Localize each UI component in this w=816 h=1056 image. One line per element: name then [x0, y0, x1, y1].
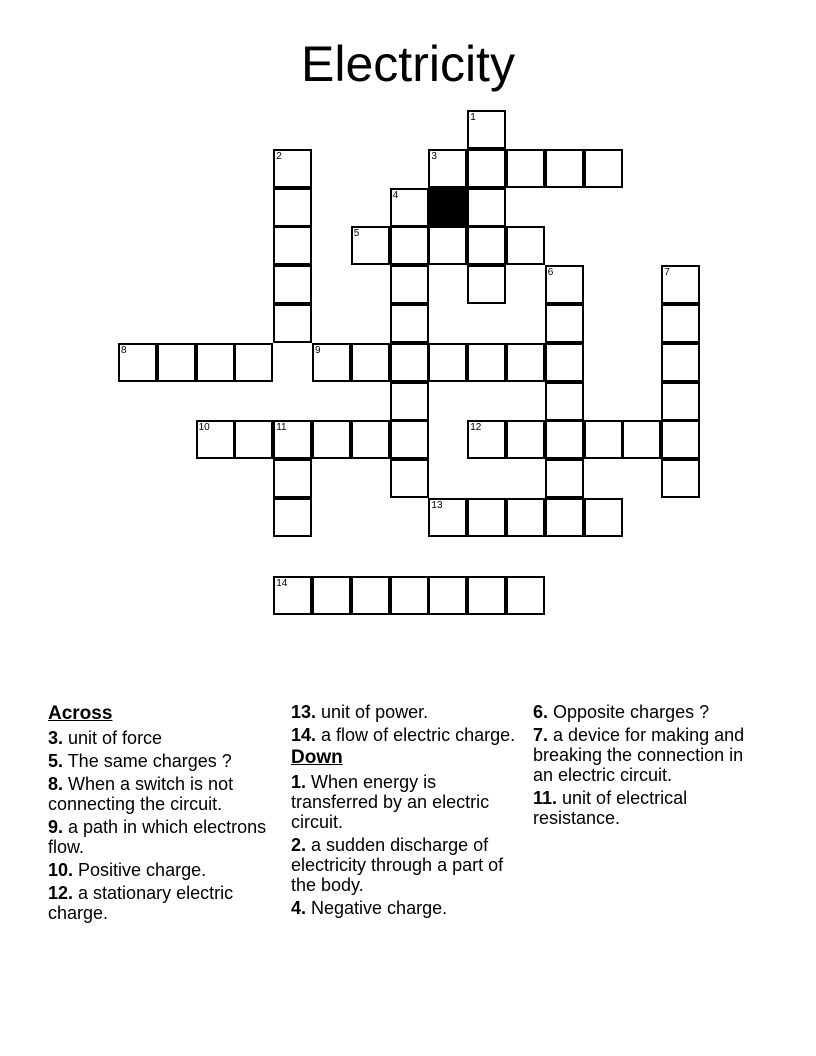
clue-text: a stationary electric charge. [48, 883, 234, 923]
grid-cell[interactable] [390, 459, 429, 498]
clue-item [48, 774, 283, 814]
black-square [428, 188, 467, 227]
clue-number: 6 [547, 267, 554, 279]
grid-cell[interactable] [428, 226, 467, 265]
clue-text: a flow of electric charge. [316, 725, 516, 745]
grid-cell[interactable] [467, 226, 506, 265]
grid-cell[interactable] [351, 576, 390, 615]
grid-cell[interactable] [622, 420, 661, 459]
clue-number: 3 [431, 150, 437, 162]
clue-item [533, 702, 768, 722]
grid-cell[interactable] [545, 459, 584, 498]
clue-number: 10 [198, 422, 210, 434]
clue-item [291, 898, 526, 918]
clue-number: 12 [470, 422, 482, 434]
grid-cell[interactable] [234, 420, 273, 459]
grid-cell[interactable] [273, 265, 312, 304]
clue-num: 1. [291, 772, 307, 792]
grid-cell[interactable] [390, 265, 429, 304]
clue-number: 9 [315, 344, 321, 356]
grid-cell[interactable] [661, 382, 700, 421]
clue-number: 11 [276, 422, 287, 434]
clue-column-3 [533, 702, 768, 831]
clue-text: The same charges ? [63, 751, 232, 771]
clue-text: a path in which electrons flow. [48, 817, 267, 857]
grid-cell[interactable] [196, 343, 235, 382]
clue-number: 1 [470, 112, 476, 123]
clue-num: 13. [291, 702, 317, 722]
grid-cell[interactable] [545, 265, 584, 304]
clue-num: 4. [291, 898, 307, 918]
clue-num: 3. [48, 728, 64, 748]
grid-cell[interactable] [273, 188, 312, 227]
grid-cell[interactable] [390, 188, 429, 227]
grid-cell[interactable] [273, 576, 312, 615]
clue-text: unit of electrical resistance. [533, 788, 688, 828]
grid-cell[interactable] [428, 498, 467, 537]
clue-item [533, 788, 768, 828]
clue-heading-across: Across [48, 703, 113, 724]
clue-num: 5. [48, 751, 64, 771]
clue-text: Negative charge. [306, 898, 448, 918]
grid-cell[interactable] [661, 420, 700, 459]
grid-cell[interactable] [661, 265, 700, 304]
grid-cell[interactable] [584, 420, 623, 459]
clue-text: When a switch is not connecting the circuit. [48, 774, 234, 814]
grid-cell[interactable] [428, 576, 467, 615]
grid-cell[interactable] [273, 304, 312, 343]
grid-cell[interactable] [467, 343, 506, 382]
grid-cell[interactable] [390, 226, 429, 265]
grid-cell[interactable] [661, 343, 700, 382]
clue-num: 11. [533, 788, 558, 808]
clue-item [48, 860, 283, 880]
clue-heading-down: Down [291, 747, 343, 768]
grid-cell[interactable] [467, 149, 506, 188]
page-title: Electricity [301, 36, 515, 92]
grid-cell[interactable] [467, 110, 506, 149]
clue-number: 8 [121, 344, 127, 356]
clue-item [48, 728, 283, 748]
grid-cell[interactable] [584, 498, 623, 537]
grid-cell[interactable] [545, 382, 584, 421]
clue-column-1 [48, 702, 283, 926]
grid-cell[interactable] [467, 420, 506, 459]
clue-num: 6. [533, 702, 549, 722]
clue-text: Positive charge. [73, 860, 207, 880]
clue-text: a sudden discharge of electricity through a part of the body. [291, 835, 504, 895]
clue-item [291, 725, 526, 745]
clue-item [291, 772, 526, 832]
grid-cell[interactable] [351, 420, 390, 459]
clue-number: 13 [431, 500, 443, 511]
grid-cell[interactable] [428, 343, 467, 382]
grid-cell[interactable] [351, 226, 390, 265]
grid-cell[interactable] [661, 459, 700, 498]
grid-cell[interactable] [273, 149, 312, 188]
clue-num: 8. [48, 774, 64, 794]
clue-num: 12. [48, 883, 74, 903]
grid-cell[interactable] [312, 420, 351, 459]
clue-column-2 [291, 702, 526, 921]
grid-cell[interactable] [545, 343, 584, 382]
grid-cell[interactable] [390, 343, 429, 382]
clue-num: 7. [533, 725, 549, 745]
grid-cell[interactable] [390, 304, 429, 343]
grid-cell[interactable] [273, 420, 312, 459]
grid-cell[interactable] [390, 576, 429, 615]
grid-cell[interactable] [428, 149, 467, 188]
clue-item [48, 883, 283, 923]
grid-cell[interactable] [196, 420, 235, 459]
grid-cell[interactable] [467, 265, 506, 304]
clue-text: unit of force [63, 728, 163, 748]
clue-num: 9. [48, 817, 64, 837]
grid-cell[interactable] [234, 343, 273, 382]
clue-number: 7 [664, 267, 670, 279]
clue-number: 5 [353, 228, 360, 240]
clue-text: a device for making and breaking the connection in an electric circuit. [533, 725, 745, 785]
grid-cell[interactable] [273, 498, 312, 537]
grid-cell[interactable] [506, 226, 545, 265]
grid-cell[interactable] [390, 382, 429, 421]
grid-cell[interactable] [545, 304, 584, 343]
clue-number: 4 [392, 189, 399, 201]
clue-text: When energy is transferred by an electric circuit. [291, 772, 490, 832]
clue-item [291, 702, 526, 722]
clue-num: 2. [291, 835, 307, 855]
clue-number: 2 [276, 150, 282, 162]
grid-cell[interactable] [661, 304, 700, 343]
grid-cell[interactable] [506, 498, 545, 537]
grid-cell[interactable] [467, 576, 506, 615]
clue-text: unit of power. [316, 702, 429, 722]
grid-cell[interactable] [467, 498, 506, 537]
grid-cell[interactable] [273, 459, 312, 498]
grid-cell[interactable] [506, 343, 545, 382]
clue-item [48, 751, 283, 771]
clue-num: 14. [291, 725, 317, 745]
grid-cell[interactable] [545, 149, 584, 188]
grid-cell[interactable] [157, 343, 196, 382]
grid-cell[interactable] [506, 149, 545, 188]
clue-item [533, 725, 768, 785]
grid-cell[interactable] [312, 343, 351, 382]
grid-cell[interactable] [351, 343, 390, 382]
grid-cell[interactable] [467, 188, 506, 227]
grid-cell[interactable] [273, 226, 312, 265]
clue-item [291, 835, 526, 895]
grid-cell[interactable] [312, 576, 351, 615]
grid-cell[interactable] [506, 420, 545, 459]
clue-num: 10. [48, 860, 74, 880]
clue-text: Opposite charges ? [548, 702, 710, 722]
grid-cell[interactable] [506, 576, 545, 615]
grid-cell[interactable] [118, 343, 157, 382]
grid-cell[interactable] [584, 149, 623, 188]
grid-cell[interactable] [390, 420, 429, 459]
grid-cell[interactable] [545, 498, 584, 537]
clue-number: 14 [276, 577, 288, 589]
grid-cell[interactable] [545, 420, 584, 459]
clue-item [48, 817, 283, 857]
